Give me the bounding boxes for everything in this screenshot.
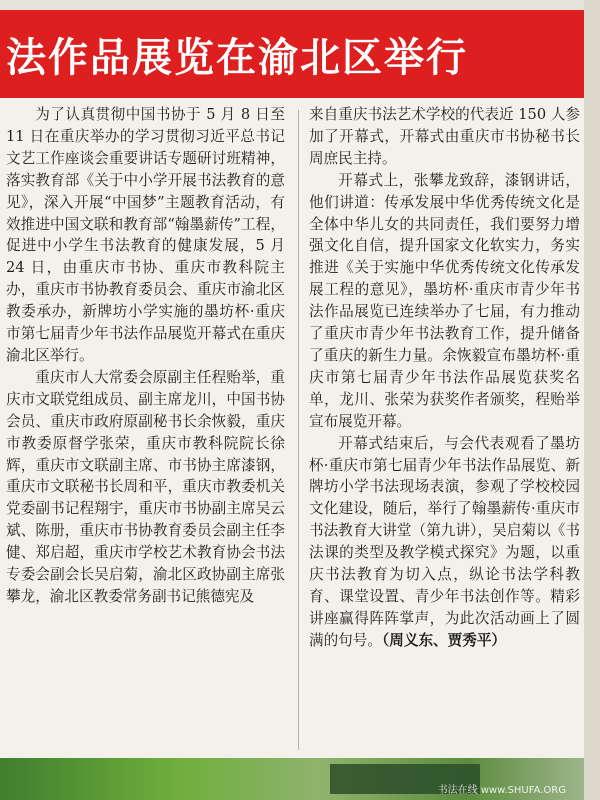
paragraph-speeches: 开幕式上，张攀龙致辞，漆钢讲话，他们讲道：传承发展中华优秀传统文化是全体中华儿女的共同责任，我们要努力增强文化自信，提升国家文化软实力，务实推进《关于实施中华优秀传统文化传承发展工程的意见》，墨坊杯·重庆市青少年书法作品展览已连续举办了七届，有力推动了重庆市青少年书法教育工作，提升储备了重庆的新生力量。余恢毅宣布墨坊杯·重庆市第七届青少年书法作品展览获奖名单，龙川、张荣为获奖作者颁奖，程贻举宣布展览开幕。 xyxy=(308,171,580,430)
author-byline: （周义东、贾秀平） xyxy=(381,631,507,649)
article-body xyxy=(0,104,580,764)
paragraph-closing-text: 开幕式结束后，与会代表观看了墨坊杯·重庆市第七届青少年书法作品展览、新牌坊小学书法现场表演，参观了学校校园文化建设，随后，举行了翰墨薪传·重庆市书法教育大讲堂（第九讲），吴启菊以《书法课的类型及教学模式探究》为题，以重庆书法教育为切入点，纵论书法学科教育、课堂设置、青少年书法创作等。精彩讲座赢得阵阵掌声，为此次活动画上了圆满的句号。 xyxy=(308,434,580,649)
page-edge xyxy=(584,0,600,800)
left-column xyxy=(0,104,297,764)
photo-strip xyxy=(0,758,584,800)
watermark: 书法在线 www.SHUFA.ORG xyxy=(437,785,566,796)
paragraph-intro: 为了认真贯彻中国书协于 5 月 8 日至 11 日在重庆举办的学习贯彻习近平总书记文艺工作座谈会重要讲话专题研讨班精神，落实教育部《关于中小学开展书法教育的意见》，深入开展“中国梦”主题教育活动，有效推进中国文联和教育部“翰墨薪传”工程，促进中小学生书法教育的健康发展，5 月 24 日，由重庆市书协、重庆市教科院主办，重庆市书协教育委员会、重庆市渝北区教委承办，新牌坊小学实施的墨坊杯·重庆市第七届青少年书法作品展览开幕式在重庆渝北区举行。 xyxy=(6,106,285,364)
paragraph-attendees-continued: 来自重庆书法艺术学校的代表近 150 人参加了开幕式，开幕式由重庆市书协秘书长周庶民主持。 xyxy=(308,106,580,167)
headline: 法作品展览在渝北区举行 xyxy=(6,34,468,81)
right-column xyxy=(297,104,580,764)
paragraph-attendees: 重庆市人大常委会原副主任程贻举，重庆市文联党组成员、副主席龙川，中国书协会员、重庆市政府原副秘书长余恢毅，重庆市教委原督学张荣，重庆市教科院院长徐辉，重庆市文联副主席、市书协主席漆钢，重庆市文联秘书长周和平，重庆市教委机关党委副书记程翔宇，重庆市书协副主席吴云斌、陈册，重庆市书协教育委员会副主任李健、郑启超，重庆市学校艺术教育协会书法专委会副会长吴启菊，渝北区政协副主席张攀龙，渝北区教委常务副书记熊德宪及 xyxy=(6,368,285,605)
paragraph-closing xyxy=(309,433,580,652)
headline-banner xyxy=(0,10,584,98)
page-top-strip xyxy=(0,0,600,10)
